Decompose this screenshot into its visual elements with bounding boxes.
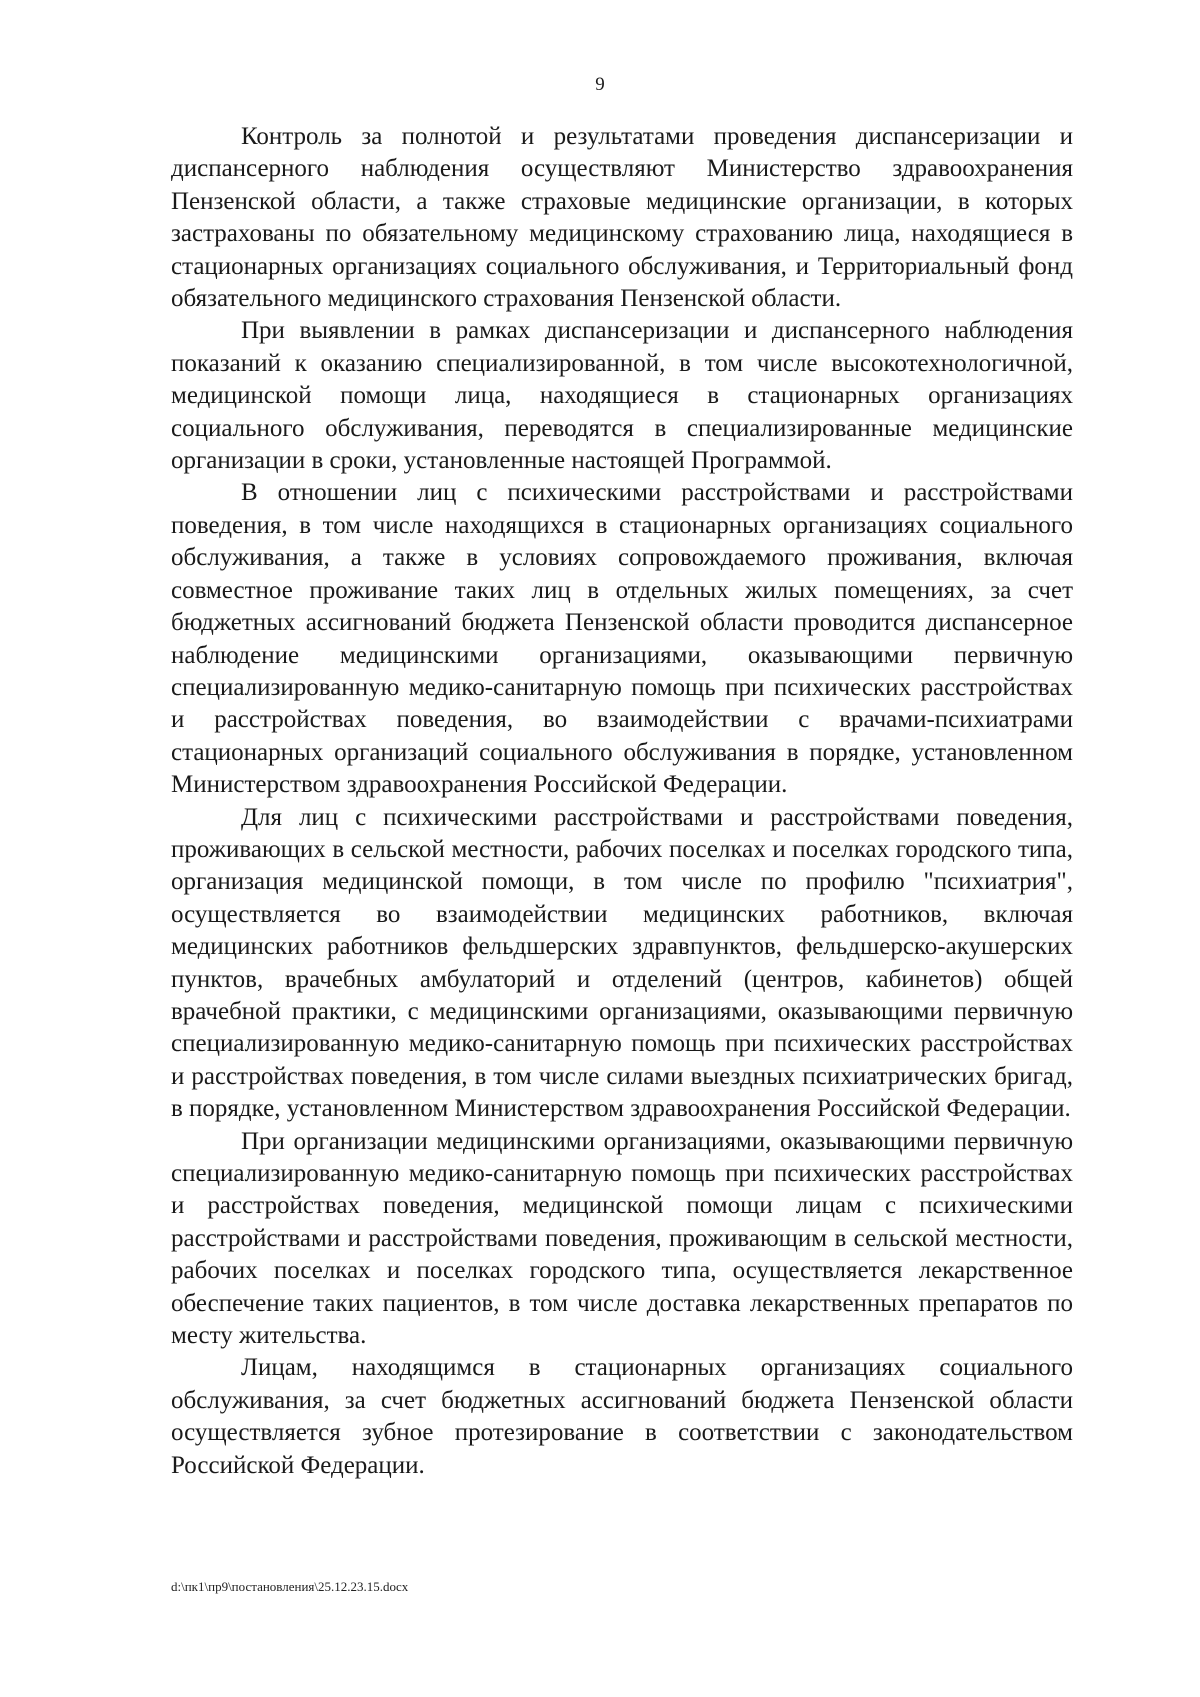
paragraph-3: В отношении лиц с психическими расстройствами и расстройствами поведения, в том числе находящихся в стационарных организациях социального обслуживания, а также в условиях сопровождаемого проживания, включая совместное проживание таких лиц в отдельных жилых помещениях, за счет бюджетных ассигнований бюджета Пензенской области проводится диспансерное наблюдение медицинскими организациями, оказывающими первичную специализированную медико-санитарную помощь при психических расстройствах и расстройствах поведения, во взаимодействии с врачами-психиатрами стационарных организаций социального обслуживания в порядке, установленном Министерством здравоохранения Российской Федерации.	[171, 479, 1073, 799]
document-body	[171, 121, 1073, 1482]
paragraph-6: Лицам, находящимся в стационарных организациях социального обслуживания, за счет бюджетных ассигнований бюджета Пензенской области осуществляется зубное протезирование в соответствии с законодательством Российской Федерации.	[171, 1354, 1073, 1479]
page-number: 9	[595, 74, 605, 95]
footer-file-path: d:\пк1\пр9\постановления\25.12.23.15.docx	[171, 1579, 409, 1594]
paragraph-2: При выявлении в рамках диспансеризации и диспансерного наблюдения показаний к оказанию специализированной, в том числе высокотехнологичной, медицинской помощи лица, находящиеся в стационарных организациях социального обслуживания, переводятся в специализированные медицинские организации в сроки, установленные настоящей Программой.	[171, 317, 1073, 475]
paragraph-1: Контроль за полнотой и результатами проведения диспансеризации и диспансерного наблюдения осуществляют Министерство здравоохранения Пензенской области, а также страховые медицинские организации, в которых застрахованы по обязательному медицинскому страхованию лица, находящиеся в стационарных организациях социального обслуживания, и Территориальный фонд обязательного медицинского страхования Пензенской области.	[171, 123, 1073, 313]
paragraph-4: Для лиц с психическими расстройствами и расстройствами поведения, проживающих в сельской местности, рабочих поселках и поселках городского типа, организация медицинской помощи, в том числе по профилю "психиатрия", осуществляется во взаимодействии медицинских работников, включая медицинских работников фельдшерских здравпунктов, фельдшерско-акушерских пунктов, врачебных амбулаторий и отделений (центров, кабинетов) общей врачебной практики, с медицинскими организациями, оказывающими первичную специализированную медико-санитарную помощь при психических расстройствах и расстройствах поведения, в том числе силами выездных психиатрических бригад, в порядке, установленном Министерством здравоохранения Российской Федерации.	[171, 803, 1073, 1123]
paragraph-5: При организации медицинскими организациями, оказывающими первичную специализированную медико-санитарную помощь при психических расстройствах и расстройствах поведения, медицинской помощи лицам с психическими расстройствами и расстройствами поведения, проживающим в сельской местности, рабочих поселках и поселках городского типа, осуществляется лекарственное обеспечение таких пациентов, в том числе доставка лекарственных препаратов по месту жительства.	[171, 1127, 1073, 1350]
